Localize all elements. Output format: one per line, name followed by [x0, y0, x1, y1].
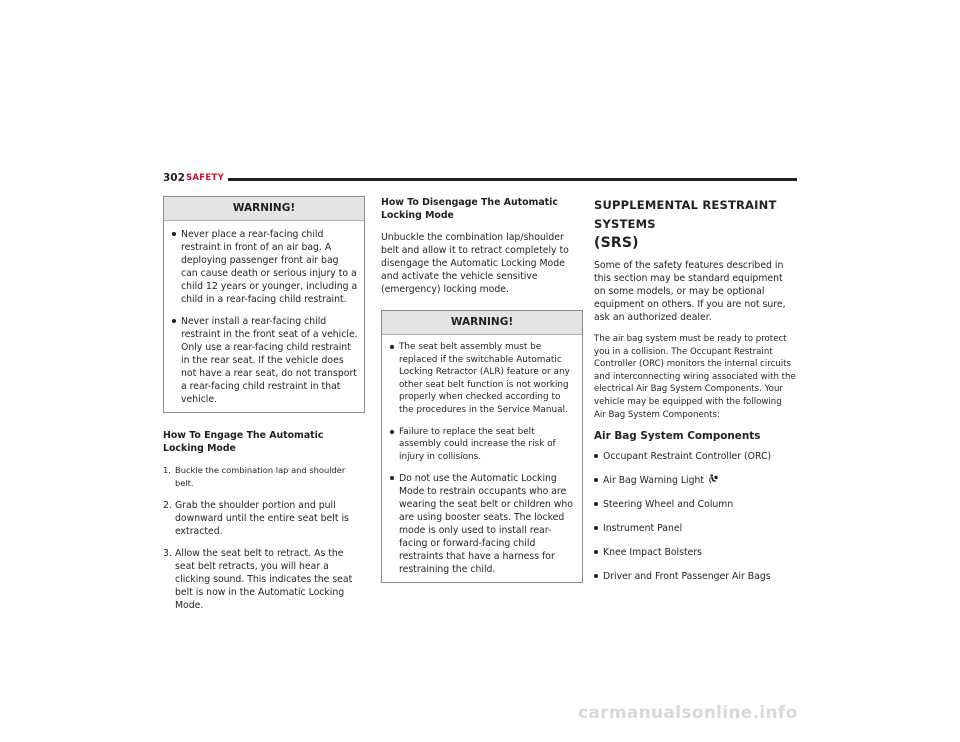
section-title: SAFETY — [186, 173, 225, 183]
warning-box-child-restraint — [163, 196, 365, 413]
step-item: 3. Allow the seat belt to retract. As the seat belt retracts, you will hear a clicking sound. This indicates the seat belt is now in the Automatic Locking Mode. — [163, 548, 353, 611]
components-heading: Air Bag System Components — [594, 430, 761, 443]
warning-box-seat-belt — [381, 310, 583, 583]
airbag-warning-icon — [709, 474, 718, 484]
component-item: Occupant Restraint Controller (ORC) — [594, 450, 796, 463]
column-right — [594, 196, 796, 594]
step-item: 1. Buckle the combination lap and shoulder belt. — [163, 465, 346, 488]
srs-title-line2: (SRS) — [594, 235, 639, 251]
warning-item: Failure to replace the seat belt assembly could increase the risk of injury in collisions. — [390, 426, 576, 464]
step-item: 2. Grab the shoulder portion and pull downward until the entire seat belt is extracted. — [163, 500, 349, 537]
component-item: Steering Wheel and Column — [594, 498, 796, 511]
component-item: Air Bag Warning Light — [594, 474, 796, 487]
warning-item: The seat belt assembly must be replaced if the switchable Automatic Locking Retractor (ALR) feature or any other seat belt function is not working properly when checked according to the procedures in the Service Manual. — [390, 341, 576, 417]
srs-title: SUPPLEMENTAL RESTRAINT SYSTEMS (SRS) — [594, 196, 796, 253]
page-header — [163, 172, 797, 186]
disengage-text: Unbuckle the combination lap/shoulder belt and allow it to retract completely to disengage the Automatic Locking Mode and activate the vehicle sensitive (emergency) locking mode. — [381, 232, 569, 295]
srs-description: The air bag system must be ready to protect you in a collision. The Occupant Restraint Controller (ORC) monitors the internal circuits and interconnecting wiring associated with the electrical Air Bag System Components. Your vehicle may be equipped with the following Air Bag System Components: — [594, 334, 796, 420]
warning-item: Do not use the Automatic Locking Mode to restrain occupants who are wearing the seat belt or children who are using booster seats. The locked mode is only used to install rear-facing or forward-facing child restraints that have a harness for restraining the child. — [390, 472, 576, 576]
warning-item: Never place a rear-facing child restraint in front of an air bag. A deploying passenger front air bag can cause death or serious injury to a child 12 years or younger, including a child in a rear-facing child restraint. — [172, 228, 358, 306]
watermark-text: carmanualsonline.info — [578, 703, 798, 723]
column-left — [163, 196, 365, 621]
srs-intro: Some of the safety features described in this section may be standard equipment on some models, or may be optional equipment on others. If you are not sure, ask an authorized dealer. — [594, 260, 786, 323]
component-item: Driver and Front Passenger Air Bags — [594, 570, 796, 583]
warning-title: WARNING! — [164, 197, 364, 221]
page-number: 302 — [163, 172, 185, 184]
component-item: Instrument Panel — [594, 522, 796, 535]
warning-item: Never install a rear-facing child restraint in the front seat of a vehicle. Only use a rear-facing child restraint in the rear seat. If the vehicle does not have a rear seat, do not transport a rear-facing child restraint in that vehicle. — [172, 315, 358, 406]
disengage-heading: How To Disengage The Automatic Locking Mode — [381, 197, 558, 221]
column-middle — [381, 196, 583, 593]
warning-title: WARNING! — [382, 311, 582, 335]
component-item: Knee Impact Bolsters — [594, 546, 796, 559]
header-rule — [228, 178, 797, 181]
engage-heading: How To Engage The Automatic Locking Mode — [163, 430, 324, 454]
